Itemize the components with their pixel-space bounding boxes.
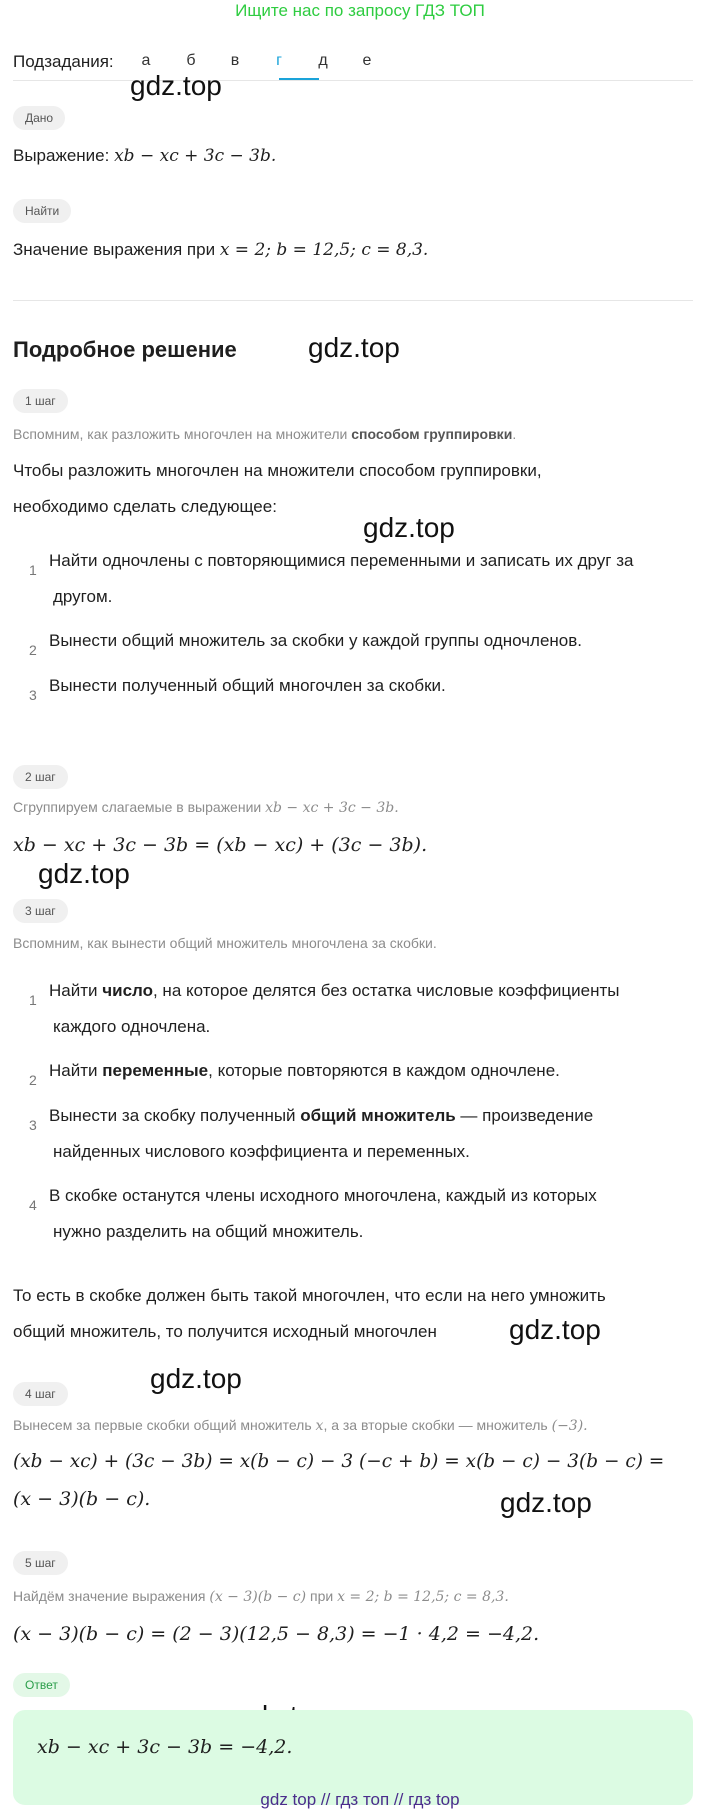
step1-pill: 1 шаг — [13, 389, 68, 413]
list-text-post: — произведение — [455, 1106, 594, 1125]
step3-list-item — [13, 1098, 693, 1170]
watermark: gdz.top — [509, 1314, 601, 1345]
step4-hint — [13, 1417, 588, 1434]
given-label: Выражение: — [13, 146, 110, 165]
solution-title: Подробное решение — [13, 337, 237, 362]
watermark: gdz.top — [308, 332, 400, 363]
subtasks-divider — [13, 80, 693, 81]
list-number: 2 — [29, 1072, 37, 1088]
tab-a[interactable]: а — [141, 52, 151, 69]
watermark: gdz.top — [130, 70, 222, 101]
top-banner: Ищите нас по запросу ГДЗ ТОП — [235, 1, 485, 20]
step4-pill: 4 шаг — [13, 1382, 68, 1406]
step3-list-item — [13, 973, 693, 1045]
step5-formula: (x − 3)(b − c) = (2 − 3)(12,5 − 8,3) = −1 · 4,2 = −4,2. — [13, 1623, 540, 1645]
step3-outro-2: общий множитель, то получится исходный многочлен — [13, 1322, 437, 1341]
list-bold: число — [102, 981, 153, 1000]
step2-hint — [13, 799, 399, 816]
step5-hint-expression: (x − 3)(b − c) — [209, 1589, 307, 1605]
list-number: 1 — [29, 992, 37, 1008]
step1-list-item — [13, 668, 693, 704]
subtasks-label: Подзадания: — [13, 52, 114, 71]
step5-hint-values: x = 2; b = 12,5; c = 8,3. — [337, 1589, 509, 1605]
section-divider — [13, 300, 693, 301]
list-text-post: , которые повторяются в каждом одночлене. — [208, 1061, 560, 1080]
given-line — [13, 138, 276, 174]
list-text-line2: найденных числового коэффициента и переменных. — [53, 1142, 470, 1161]
subtasks-nav — [13, 48, 693, 80]
list-text: В скобке останутся члены исходного многочлена, каждый из которых — [49, 1186, 597, 1205]
list-bold: общий множитель — [300, 1106, 456, 1125]
watermark: gdz.top — [500, 1487, 592, 1518]
step2-hint-expression: xb − xc + 3c − 3b. — [265, 800, 399, 816]
step5-pill: 5 шаг — [13, 1551, 68, 1575]
step3-pill: 3 шаг — [13, 899, 68, 923]
tab-b[interactable]: б — [186, 52, 196, 69]
step1-intro-2: необходимо сделать следующее: — [13, 497, 277, 516]
given-pill: Дано — [13, 106, 65, 130]
step1-hint — [13, 426, 516, 442]
list-text-post: , на которое делятся без остатка числовые коэффициенты — [152, 981, 620, 1000]
list-bold: переменные — [102, 1061, 209, 1080]
list-text: Найти одночлены с повторяющимися переменными и записать их друг за — [49, 551, 634, 570]
tab-d[interactable]: д — [318, 52, 328, 69]
step1-list-item — [13, 623, 693, 659]
list-number: 3 — [29, 1117, 37, 1133]
step4-formula-2: (x − 3)(b − c). — [13, 1488, 151, 1510]
list-text: Вынести общий множитель за скобки у каждой группы одночленов. — [49, 631, 583, 650]
step3-list-item — [13, 1178, 693, 1250]
step4-hint-factor: (−3). — [551, 1418, 588, 1434]
step5-hint — [13, 1588, 509, 1605]
step2-hint-text: Сгруппируем слагаемые в выражении — [13, 799, 262, 815]
step3-hint: Вспомним, как вынести общий множитель многочлена за скобки. — [13, 935, 437, 951]
list-number: 4 — [29, 1197, 37, 1213]
step4-hint-x: x — [315, 1418, 324, 1434]
list-text-line2: нужно разделить на общий множитель. — [53, 1222, 364, 1241]
find-values: x = 2; b = 12,5; c = 8,3. — [219, 240, 429, 260]
step1-hint-suffix: . — [512, 426, 517, 442]
step3-outro-1: То есть в скобке должен быть такой многочлен, что если на него умножить — [13, 1286, 606, 1305]
list-text: Найти — [49, 981, 98, 1000]
list-text-line2: каждого одночлена. — [53, 1017, 211, 1036]
step1-hint-text: Вспомним, как разложить многочлен на множители — [13, 426, 348, 442]
step1-list-item — [13, 543, 693, 615]
answer-formula: xb − xc + 3c − 3b = −4,2. — [37, 1736, 293, 1758]
tab-e[interactable]: е — [362, 52, 372, 69]
step4-hint-mid: , а за вторые скобки — множитель — [323, 1417, 548, 1433]
step3-list-item — [13, 1053, 693, 1089]
watermark: gdz.top — [150, 1363, 242, 1394]
step1-intro-1: Чтобы разложить многочлен на множители способом группировки, — [13, 461, 542, 480]
watermark: gdz.top — [38, 858, 130, 889]
find-line — [13, 232, 428, 268]
given-expression: xb − xc + 3c − 3b. — [114, 146, 277, 166]
answer-pill: Ответ — [13, 1673, 70, 1697]
list-text: Вынести полученный общий многочлен за скобки. — [49, 676, 446, 695]
list-text-line2: другом. — [53, 587, 113, 606]
list-text: Найти — [49, 1061, 98, 1080]
step4-hint-text: Вынесем за первые скобки общий множитель — [13, 1417, 312, 1433]
find-label: Значение выражения при — [13, 240, 216, 259]
list-number: 3 — [29, 687, 37, 703]
step2-pill: 2 шаг — [13, 765, 68, 789]
tab-v[interactable]: в — [230, 52, 240, 69]
step1-hint-bold: способом группировки — [351, 426, 513, 442]
tab-g[interactable]: г — [276, 52, 282, 69]
step4-formula-1: (xb − xc) + (3c − 3b) = x(b − c) − 3 (−c + b) = x(b − c) − 3(b − c) = — [13, 1451, 665, 1472]
step5-hint-mid: при — [309, 1588, 334, 1604]
step5-hint-text: Найдём значение выражения — [13, 1588, 206, 1604]
list-number: 1 — [29, 562, 37, 578]
watermark: gdz.top — [363, 512, 455, 543]
find-pill: Найти — [13, 199, 71, 223]
list-number: 2 — [29, 642, 37, 658]
footer-links[interactable]: gdz top // гдз топ // гдз top — [260, 1790, 460, 1809]
list-text: Вынести за скобку полученный — [49, 1106, 296, 1125]
step2-formula: xb − xc + 3c − 3b = (xb − xc) + (3c − 3b). — [13, 834, 428, 856]
